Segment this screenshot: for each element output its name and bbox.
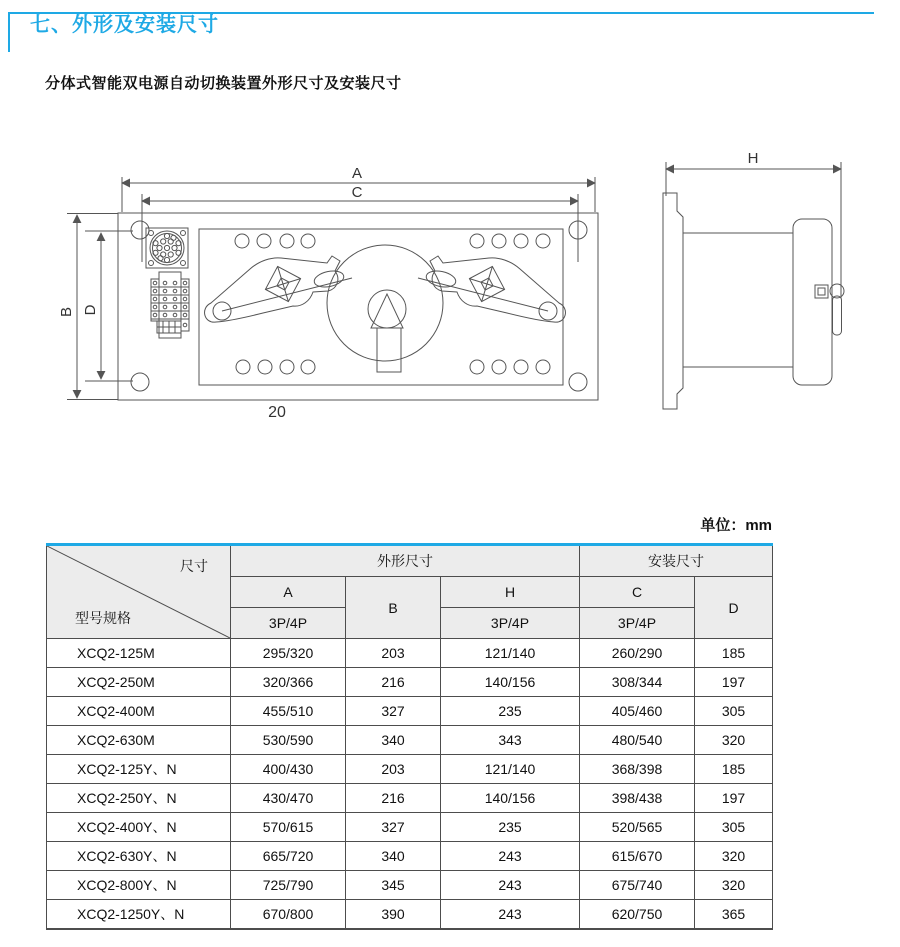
front-view [118,213,598,400]
value-cell: 295/320 [231,639,346,668]
switch-arm-right [418,256,565,322]
corner-label-model: 型号规格 [75,610,131,626]
value-cell: 345 [346,871,441,900]
value-cell: 400/430 [231,755,346,784]
value-cell: 365 [695,900,773,930]
value-cell: 185 [695,755,773,784]
value-cell: 243 [441,900,580,930]
value-cell: 305 [695,813,773,842]
value-cell: 197 [695,668,773,697]
value-cell: 140/156 [441,668,580,697]
side-mounting-plate [663,193,683,409]
value-cell: 398/438 [580,784,695,813]
value-cell: 390 [346,900,441,930]
table-row [47,813,773,842]
dim-label-c: C [351,184,363,201]
value-cell: 480/540 [580,726,695,755]
value-cell: 243 [441,842,580,871]
col-header-a: A [231,577,346,608]
value-cell: 121/140 [441,639,580,668]
rotary-hub [327,245,443,372]
value-cell: 140/156 [441,784,580,813]
value-cell: 405/460 [580,697,695,726]
subcol-c-poles: 3P/4P [580,608,695,639]
value-cell: 216 [346,668,441,697]
col-header-b: B [346,577,441,639]
table-row [47,842,773,871]
value-cell: 216 [346,784,441,813]
value-cell: 235 [441,813,580,842]
value-cell: 530/590 [231,726,346,755]
dim-label-d: D [82,304,99,316]
corner-header-cell [47,545,231,639]
value-cell: 203 [346,639,441,668]
table-row [47,900,773,930]
col-header-h: H [441,577,580,608]
unit-label: 单位：mm [700,517,772,534]
dimensions-table [46,543,773,930]
value-cell: 620/750 [580,900,695,930]
col-header-d: D [695,577,773,639]
value-cell: 615/670 [580,842,695,871]
value-cell: 305 [695,697,773,726]
model-cell: XCQ2-125Y、N [47,755,231,784]
terminal-holes [235,234,550,374]
model-cell: XCQ2-800Y、N [47,871,231,900]
model-cell: XCQ2-630M [47,726,231,755]
value-cell: 243 [441,871,580,900]
value-cell: 670/800 [231,900,346,930]
table-row [47,697,773,726]
dimension-d [82,231,133,381]
value-cell: 260/290 [580,639,695,668]
dim-label-a: A [351,165,363,182]
dim-label-20: 20 [268,404,286,421]
value-cell: 185 [695,639,773,668]
value-cell: 455/510 [231,697,346,726]
value-cell: 121/140 [441,755,580,784]
outline-drawing [0,130,900,445]
col-header-c: C [580,577,695,608]
group-header-install: 安装尺寸 [580,545,773,577]
position-arrow [371,294,403,328]
value-cell: 340 [346,842,441,871]
model-cell: XCQ2-1250Y、N [47,900,231,930]
page-subtitle: 分体式智能双电源自动切换装置外形尺寸及安装尺寸 [45,75,402,92]
side-handle [815,284,844,335]
table-row [47,784,773,813]
subcol-h-poles: 3P/4P [441,608,580,639]
model-cell: XCQ2-125M [47,639,231,668]
model-cell: XCQ2-250M [47,668,231,697]
value-cell: 327 [346,813,441,842]
model-cell: XCQ2-400Y、N [47,813,231,842]
value-cell: 725/790 [231,871,346,900]
terminal-block [151,272,189,338]
table-row [47,726,773,755]
model-cell: XCQ2-250Y、N [47,784,231,813]
table-row [47,639,773,668]
control-connector [146,228,188,268]
header-row-groups [47,545,773,577]
section-title: 七、外形及安装尺寸 [30,14,219,36]
side-body [793,219,832,385]
model-cell: XCQ2-400M [47,697,231,726]
value-cell: 665/720 [231,842,346,871]
corner-label-dimension: 尺寸 [180,558,208,574]
value-cell: 320 [695,871,773,900]
dim-label-h: H [747,150,759,167]
value-cell: 320 [695,726,773,755]
model-cell: XCQ2-630Y、N [47,842,231,871]
value-cell: 343 [441,726,580,755]
value-cell: 327 [346,697,441,726]
header-accent-bar [8,14,10,52]
value-cell: 340 [346,726,441,755]
value-cell: 570/615 [231,813,346,842]
value-cell: 430/470 [231,784,346,813]
table-row [47,668,773,697]
group-header-outline: 外形尺寸 [231,545,580,577]
side-view [663,150,844,409]
table-row [47,871,773,900]
value-cell: 368/398 [580,755,695,784]
value-cell: 320/366 [231,668,346,697]
value-cell: 197 [695,784,773,813]
value-cell: 520/565 [580,813,695,842]
value-cell: 320 [695,842,773,871]
value-cell: 235 [441,697,580,726]
handle-shaft [377,328,401,372]
subcol-a-poles: 3P/4P [231,608,346,639]
value-cell: 675/740 [580,871,695,900]
value-cell: 308/344 [580,668,695,697]
dim-label-b: B [58,306,75,318]
value-cell: 203 [346,755,441,784]
dimension-h [666,150,841,298]
table-row [47,755,773,784]
switch-arm-left [205,256,352,322]
